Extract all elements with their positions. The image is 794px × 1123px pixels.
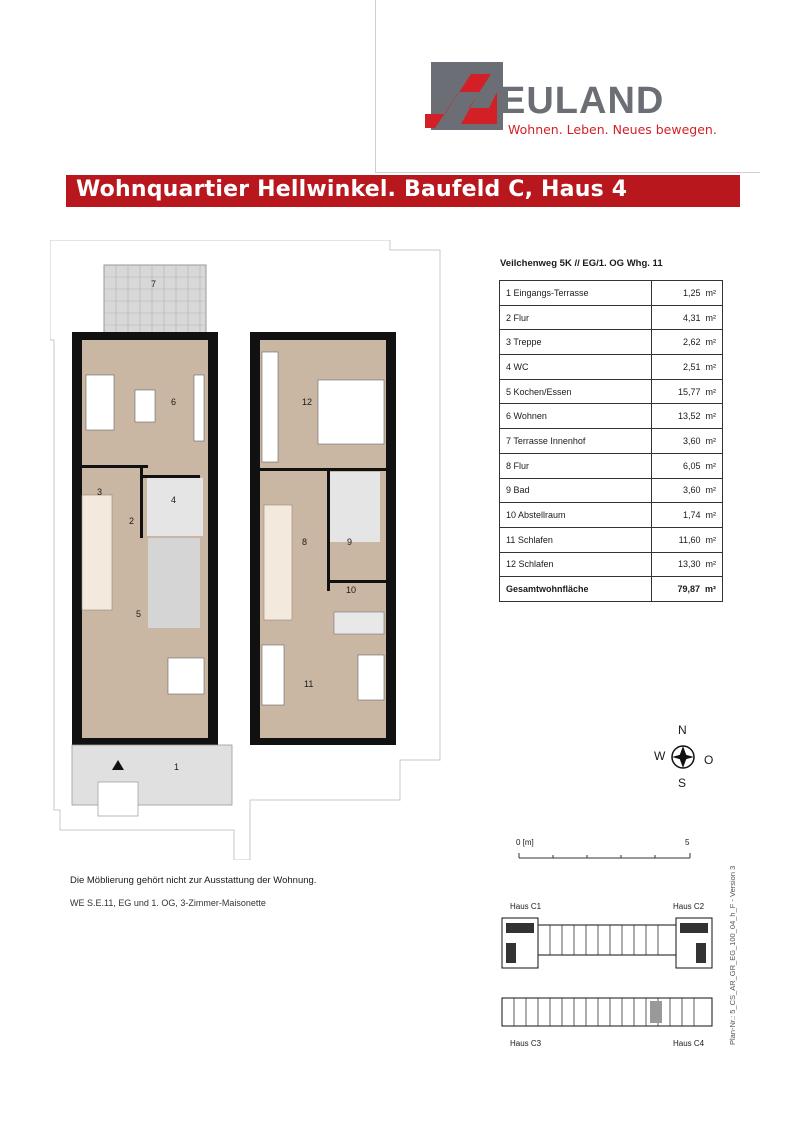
- room-name: 5 Kochen/Essen: [500, 379, 652, 404]
- room-area: 2,62 m²: [652, 330, 723, 355]
- room-name: 8 Flur: [500, 453, 652, 478]
- room-number-3: 3: [97, 487, 103, 497]
- sideboard: [194, 375, 204, 441]
- haus-c1-label: Haus C1: [510, 902, 542, 911]
- compass-w: W: [654, 749, 666, 763]
- compass-o: O: [704, 753, 714, 767]
- room-number-10: 10: [346, 585, 357, 595]
- room-area: 1,25 m²: [652, 281, 723, 306]
- closet: [334, 612, 384, 634]
- title-bar: [66, 175, 740, 207]
- room-name: 4 WC: [500, 355, 652, 380]
- room-row: [500, 527, 723, 552]
- terrace-7: [104, 265, 206, 335]
- room-number-4: 4: [171, 495, 177, 505]
- bath-tiles: [330, 472, 380, 542]
- room-area: 3,60 m²: [652, 478, 723, 503]
- frame-line: [375, 172, 760, 173]
- compass-n: N: [678, 723, 687, 737]
- stair: [82, 495, 112, 610]
- room-number-11: 11: [304, 679, 314, 689]
- room-row: [500, 503, 723, 528]
- scale-bar: [518, 850, 693, 862]
- room-name: 11 Schlafen: [500, 527, 652, 552]
- compass-s: S: [678, 776, 687, 790]
- room-number-12: 12: [302, 397, 313, 407]
- furniture-note: Die Möblierung gehört nicht zur Ausstattung der Wohnung.: [70, 875, 317, 886]
- unit-description: WE S.E.11, EG und 1. OG, 3-Zimmer-Maisonette: [70, 898, 266, 908]
- room-row: [500, 281, 723, 306]
- floor-plan: [50, 240, 450, 860]
- room-number-7: 7: [151, 279, 157, 289]
- terrace-1: [72, 745, 232, 805]
- sofa: [86, 375, 114, 430]
- wardrobe: [262, 352, 278, 462]
- compass-rose-icon: [670, 744, 696, 770]
- room-row: [500, 429, 723, 454]
- total-row: [500, 577, 723, 602]
- room-row: [500, 305, 723, 330]
- scale-end: 5: [685, 838, 690, 847]
- room-area: 13,30 m²: [652, 552, 723, 577]
- room-number-8: 8: [302, 537, 308, 547]
- haus-c3-label: Haus C3: [510, 1039, 542, 1048]
- site-plan-miniature: [500, 913, 715, 1038]
- page-title: Wohnquartier Hellwinkel. Baufeld C, Haus 4: [76, 177, 628, 202]
- room-area: 4,31 m²: [652, 305, 723, 330]
- room-name: 9 Bad: [500, 478, 652, 503]
- room-area: 15,77 m²: [652, 379, 723, 404]
- kitchen-counter: [148, 538, 200, 628]
- wardrobe-2: [262, 645, 284, 705]
- haus-c4-label: Haus C4: [673, 1039, 705, 1048]
- room-row: [500, 330, 723, 355]
- total-label: Gesamtwohnfläche: [500, 577, 652, 602]
- logo-mark: [425, 62, 503, 130]
- wc-tiles: [147, 478, 203, 536]
- frame-line: [375, 0, 376, 172]
- room-name: 12 Schlafen: [500, 552, 652, 577]
- room-name: 1 Eingangs-Terrasse: [500, 281, 652, 306]
- bed: [318, 380, 384, 444]
- room-row: [500, 453, 723, 478]
- haus-c2-label: Haus C2: [673, 902, 705, 911]
- plan-number: Plan-Nr.: 5_CS_AR_GR_EG_100_04_h_F - Version 3: [728, 865, 737, 1045]
- stair-upper: [264, 505, 292, 620]
- room-area: 1,74 m²: [652, 503, 723, 528]
- unit-address: Veilchenweg 5K // EG/1. OG Whg. 11: [500, 258, 663, 269]
- coffee-table: [135, 390, 155, 422]
- room-row: [500, 478, 723, 503]
- entry-steps: [98, 782, 138, 816]
- room-number-6: 6: [171, 397, 177, 407]
- room-name: 6 Wohnen: [500, 404, 652, 429]
- room-area: 3,60 m²: [652, 429, 723, 454]
- room-number-1: 1: [174, 762, 180, 772]
- room-name: 10 Abstellraum: [500, 503, 652, 528]
- room-row: [500, 379, 723, 404]
- room-name: 7 Terrasse Innenhof: [500, 429, 652, 454]
- room-number-9: 9: [347, 537, 353, 547]
- room-row: [500, 552, 723, 577]
- room-row: [500, 404, 723, 429]
- logo-wordmark: EULAND: [500, 80, 665, 122]
- room-row: [500, 355, 723, 380]
- room-area: 11,60 m²: [652, 527, 723, 552]
- scale-start: 0 [m]: [516, 838, 534, 847]
- room-area-table: [499, 280, 723, 602]
- room-name: 2 Flur: [500, 305, 652, 330]
- room-number-2: 2: [129, 516, 135, 526]
- room-area: 2,51 m²: [652, 355, 723, 380]
- room-name: 3 Treppe: [500, 330, 652, 355]
- desk: [358, 655, 384, 700]
- room-area: 13,52 m²: [652, 404, 723, 429]
- dining-table: [168, 658, 204, 694]
- total-area: 79,87 m²: [652, 577, 723, 602]
- room-area: 6,05 m²: [652, 453, 723, 478]
- room-number-5: 5: [136, 609, 142, 619]
- logo-tagline: Wohnen. Leben. Neues bewegen.: [508, 122, 717, 137]
